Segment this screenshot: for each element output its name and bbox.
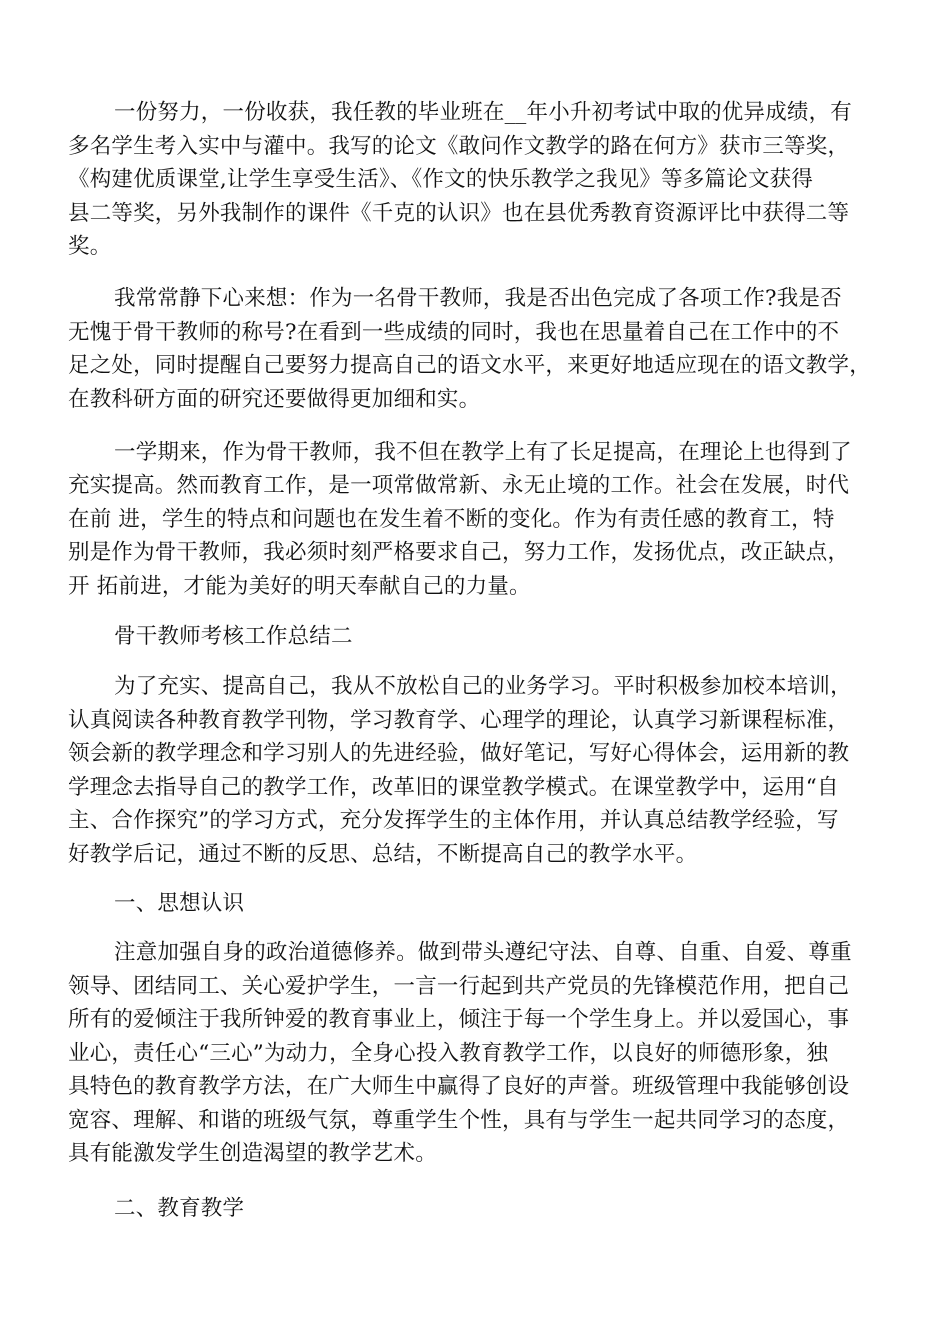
section-heading: 二、教育教学: [114, 1196, 245, 1221]
paragraph-line: 为了充实、提高自己，我从不放松自己的业务学习。平时积极参加校本培训，: [114, 674, 852, 699]
paragraph-line: 开 拓前进，才能为美好的明天奉献自己的力量。: [68, 574, 531, 599]
section-heading: 骨干教师考核工作总结二: [114, 624, 353, 649]
paragraph-line: 无愧于骨干教师的称号?在看到一些成绩的同时，我也在思量着自己在工作中的不: [68, 320, 840, 345]
paragraph-line: 所有的爱倾注于我所钟爱的教育事业上，倾注于每一个学生身上。并以爱国心，事: [68, 1007, 850, 1032]
paragraph-line: 足之处，同时提醒自己要努力提高自己的语文水平，来更好地适应现在的语文教学，: [68, 353, 871, 378]
paragraph-line: 一份努力，一份收获，我任教的毕业班在__年小升初考试中取的优异成绩，有: [114, 100, 853, 125]
paragraph-line: 学理念去指导自己的教学工作，改革旧的课堂教学模式。在课堂教学中，运用“自: [68, 775, 839, 800]
paragraph-line: 奖。: [68, 234, 112, 259]
paragraph-line: 具有能激发学生创造渴望的教学艺术。: [68, 1141, 437, 1166]
paragraph-line: 多名学生考入实中与灌中。我写的论文《敢问作文教学的路在何方》获市三等奖，: [68, 134, 850, 159]
paragraph-line: 充实提高。然而教育工作，是一项常做常新、永无止境的工作。社会在发展，时代: [68, 473, 850, 498]
paragraph-line: 别是作为骨干教师，我必须时刻严格要求自己，努力工作，发扬优点，改正缺点，: [68, 540, 850, 565]
paragraph-line: 《构建优质课堂,让学生享受生活》、《作文的快乐教学之我见》等多篇论文获得: [68, 167, 814, 192]
paragraph-line: 主、合作探究”的学习方式，充分发挥学生的主体作用，并认真总结教学经验，写: [68, 808, 839, 833]
paragraph-line: 宽容、理解、和谐的班级气氛，尊重学生个性，具有与学生一起共同学习的态度，: [68, 1108, 850, 1133]
paragraph-line: 领会新的教学理念和学习别人的先进经验，做好笔记，写好心得体会，运用新的教: [68, 741, 850, 766]
paragraph-line: 业心，责任心“三心”为动力，全身心投入教育教学工作，以良好的师德形象，独: [68, 1041, 829, 1066]
paragraph-line: 认真阅读各种教育教学刊物，学习教育学、心理学的理论，认真学习新课程标准，: [68, 708, 850, 733]
paragraph-line: 县二等奖，另外我制作的课件《千克的认识》也在县优秀教育资源评比中获得二等: [68, 201, 850, 226]
paragraph-line: 我常常静下心来想：作为一名骨干教师，我是否出色完成了各项工作?我是否: [114, 286, 842, 311]
section-heading: 一、思想认识: [114, 891, 245, 916]
paragraph-line: 一学期来，作为骨干教师，我不但在教学上有了长足提高，在理论上也得到了: [114, 440, 852, 465]
paragraph-line: 注意加强自身的政治道德修养。做到带头遵纪守法、自尊、自重、自爱、尊重: [114, 940, 852, 965]
paragraph-line: 在前 进，学生的特点和问题也在发生着不断的变化。作为有责任感的教育工，特: [68, 507, 835, 532]
paragraph-line: 领导、团结同工、关心爱护学生，一言一行起到共产党员的先锋模范作用，把自己: [68, 974, 850, 999]
paragraph-line: 具特色的教育教学方法，在广大师生中赢得了良好的声誉。班级管理中我能够创设: [68, 1074, 850, 1099]
paragraph-line: 在教科研方面的研究还要做得更加细和实。: [68, 387, 481, 412]
paragraph-line: 好教学后记，通过不断的反思、总结，不断提高自己的教学水平。: [68, 842, 698, 867]
